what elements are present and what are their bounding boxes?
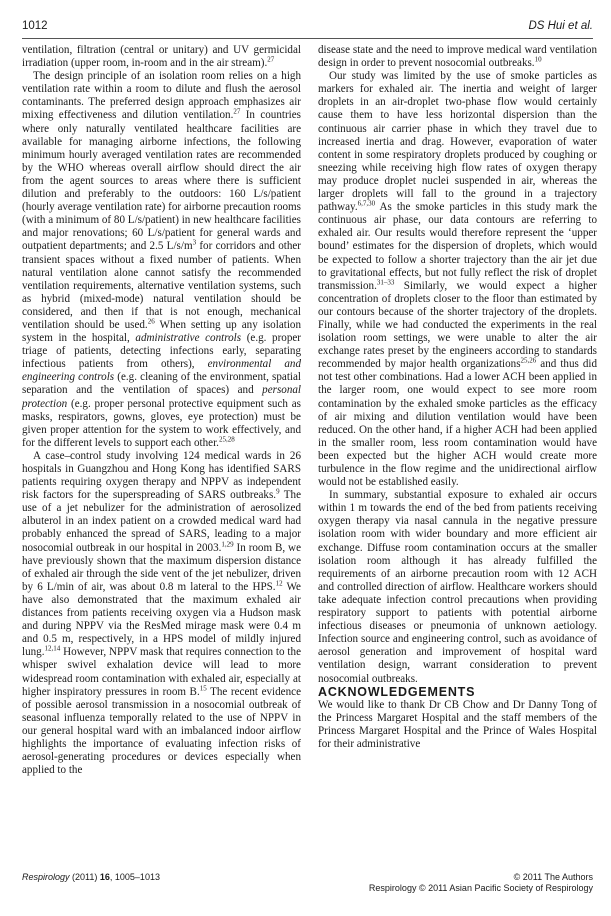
paragraph-7: We would like to thank Dr CB Chow and Dr Danny Tong of the Princess Margaret Hospital and the staff members of the Princess Margaret Hospital and the Prince of Wales Hospital for their administrative [318,698,597,750]
left-column [22,44,301,777]
paragraph-5: Our study was limited by the use of smoke particles as markers for exhaled air. The inertia and weight of larger droplets in an air-droplet two-phase flow would certainly cause them to have less horizontal dispersion than the continuous air carrier phase in which they travel due to increased inertia and drag. However, evaporation of water content in some respiratory droplets produced by coughing or sneezing while receiving high flow rates of oxygen therapy may produce droplet nuclei suspended in air, whereas the larger droplets will fall to the ground in a trajectory pathway.$^{6,7,30}$ As the smoke particles in this study mark the continuous air phase, our data contours are referring to exhaled air. Our results would therefore represent the ‘upper bound’ estimates for the dispersion of droplets, which would be expected to follow a shorter trajectory than the air jet due to gravitational effects, but not fully reflect the risk of droplet transmission.$^{31-33}$ Similarly, we would expect a higher concentration of droplets closer to the floor than estimated by our contours because of the shorter trajectory of the droplets. Finally, while we had conducted the experiments in the real isolation room settings, we were unable to alter the air exchange rates preset by the engineers according to standards recommended by major health organizations$^{25,26}$ and thus did not test other combinations. Had a lower ACH been applied in the larger room, one would expect to see more room contamination by the exhaled smoke particles as the efficacy of air mixing and dilution ventilation would have been reduced. On the other hand, if a higher ACH had been applied in the smaller room, less room contamination would have been expected but the higher ACH would create more turbulence in the flow regime and the unidirectional airflow would not be established easily. [318,70,597,489]
page-header [22,20,593,38]
copyright-line-1: © 2011 The Authors [513,872,593,882]
copyright-line-2: Respirology © 2011 Asian Pacific Society of Respirology [368,883,593,893]
header-rule [22,38,593,39]
paragraph-1: ventilation, filtration (central or unitary) and UV germicidal irradiation (upper room, in-room and in the air stream).$^{27}$ [22,44,301,70]
paragraph-4: disease state and the need to improve medical ward ventilation design in order to prevent nosocomial outbreaks.$^{10}$ [318,44,597,70]
paragraph-3: A case–control study involving 124 medical wards in 26 hospitals in Guangzhou and Hong Kong has identified SARS patients requiring oxygen therapy and NPPV as independent risk factors for the superspreading of SARS outbreaks.$^9$ The use of a jet nebulizer for the administration of aerosolized albuterol in an index patient on a crowded medical ward had probably enhanced the spread of SARS, leading to a major nosocomial outbreak in our hospital in 2003.$^{1,29}$ In room B, we have previously shown that the maximum dispersion distance of exhaled air through the side vent of the jet nebulizer, driven by 6 L/min of air, was about 0.8 m lateral to the HPS.$^{12}$ We have also demonstrated that the maximum exhaled air distances from patients receiving oxygen via a Hudson mask and during NPPV via the ResMed mirage mask were 0.4 m and 0.5 m, respectively, in a HPS model of mildly injured lung.$^{12,14}$ However, NPPV mask that requires connection to the whisper swivel exhalation device will lead to more widespread room contamination with exhaled air, especially at higher inspiratory pressures in room B.$^{15}$ The recent evidence of possible aerosol transmission in a nosocomial outbreak of seasonal influenza temporally related to the use of NPPV in our general hospital ward with an imbalanced indoor airflow highlights the importance of evaluating infection risks of aerosol-generating procedures or devices especially when applied to the [22,449,301,777]
footer-copyright [369,872,593,894]
running-authors: DS Hui et al. [528,20,593,32]
footer-citation: Respirology (2011) 16, 1005–1013 [22,872,160,882]
acknowledgements-heading: ACKNOWLEDGEMENTS [318,684,476,699]
right-column [318,44,597,751]
paragraph-6: In summary, substantial exposure to exhaled air occurs within 1 m towards the end of the bed from patients receiving oxygen therapy via nasal cannula in the negative pressure isolation room with wider boundary and more efficient air exchange. Diffuse room contamination occurs at the smaller isolation room although it has already fulfilled the requirements of an airborne precaution room with 12 ACH and controlled direction of airflow. Healthcare workers should take adequate infection control precautions when providing respiratory support to patients with potential airborne infectious diseases or pneumonia of unknown aetiology. Infection source and engineering control, such as avoidance of aerosol generation and improvement of hospital ward ventilation design, warrant consideration to prevent nosocomial outbreaks. [318,489,597,685]
paragraph-2: The design principle of an isolation room relies on a high ventilation rate within a room to dilute and flush the aerosol contaminants. The preferred design approach emphasizes air mixing effectiveness and dilution ventilation.$^{27}$ In countries where only naturally ventilated healthcare facilities are available for managing airborne infections, the following minimum hourly averaged ventilation rates are recommended by the WHO whereas overall airflow should direct the air from the agent sources to areas where there is sufficient dilution and preferably to the outdoors: 160 L/s/patient (hourly average ventilation rate) for airborne precaution rooms (with a minimum of 80 L/s/patient) in new healthcare facilities and major renovations; 60 L/s/patient for general wards and outpatient departments; and 2.5 $L/s/m^3$ for corridors and other transient spaces without a fixed number of patients. When natural ventilation alone cannot satisfy the recommended ventilation requirements, alternative ventilation systems, such as hybrid (mixed-mode) natural ventilation should be considered, and then if that is not enough, mechanical ventilation should be used.$^{26}$ When setting up any isolation system in the hospital, administrative controls (e.g. proper triage of patients, detecting infections early, separating infectious patients from others), environmental and engineering controls (e.g. cleaning of the environment, spatial separation and the ventilation of spaces) and personal protection (e.g. proper personal protective equipment such as masks, respirators, gowns, gloves, eye protection) must be given proper attention for the system to work effectively, and for the different levels to support each other.$^{25,28}$ [22,70,302,449]
page-number: 1012 [22,20,48,32]
